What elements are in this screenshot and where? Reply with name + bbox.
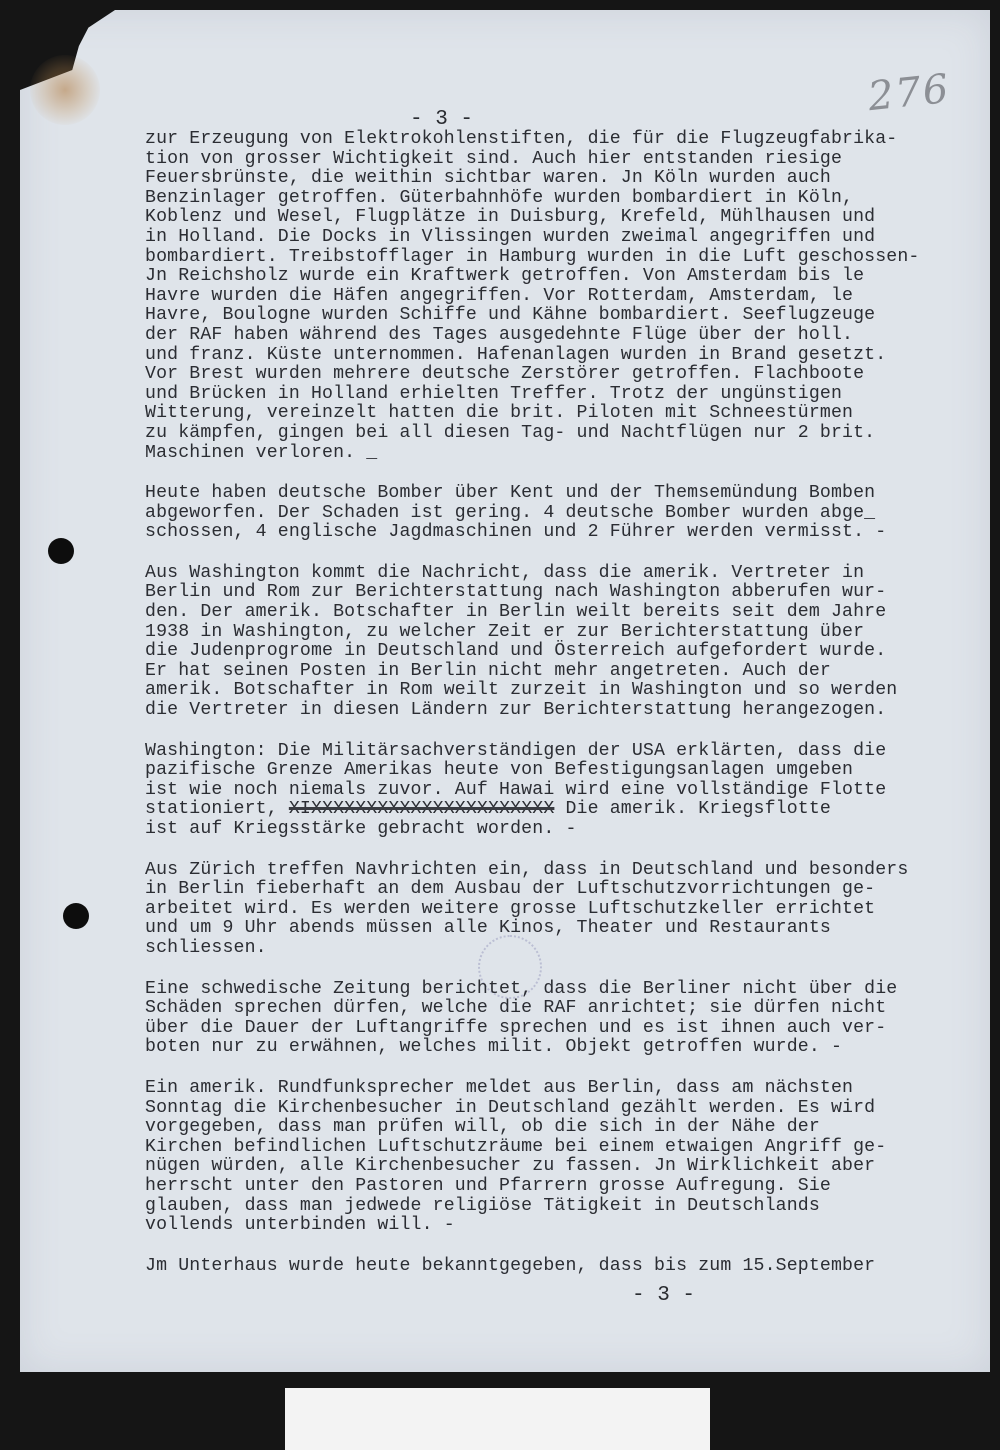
text-line: Jm Unterhaus wurde heute bekanntgegeben, dass bis zum 15.September: [145, 1255, 876, 1276]
footer-page-number: - 3 -: [632, 1284, 696, 1307]
paragraph-zurich-report: [145, 861, 975, 959]
scan-bottom-strip: [285, 1388, 710, 1450]
text-line: ist wie noch niemals zuvor. Auf Hawai wird eine vollständige Flotte: [145, 779, 887, 800]
text-line: abgeworfen. Der Schaden ist gering. 4 deutsche Bomber wurden abge_: [145, 502, 876, 523]
text-line: Er hat seinen Posten in Berlin nicht mehr angetreten. Auch der: [145, 660, 831, 681]
paragraph-house-of-commons: [145, 1257, 975, 1277]
text-line: tion von grosser Wichtigkeit sind. Auch hier entstanden riesige: [145, 148, 843, 169]
paragraph-pacific-defense: [145, 742, 975, 840]
text-line: Maschinen verloren. _: [145, 442, 378, 463]
text-line: die Judenprogrome in Deutschland und Österreich aufgefordert wurde.: [145, 641, 887, 662]
text-line: schliessen.: [145, 937, 267, 958]
text-line: bombardiert. Treibstofflager in Hamburg wurden in die Luft geschossen-: [145, 246, 920, 267]
text-line: vorgegeben, dass man prüfen will, ob die sich in der Nähe der: [145, 1117, 820, 1138]
text-line: in Holland. Die Docks in Vlissingen wurden zweimal angegriffen und: [145, 226, 876, 247]
text-line: und Brücken in Holland erhielten Treffer. Trotz der ungünstigen: [145, 383, 843, 404]
text-line: Schäden sprechen dürfen, welche die RAF anrichtet; sie dürfen nicht: [145, 998, 887, 1019]
text-line: Feuersbrünste, die weithin sichtbar waren. Jn Köln wurden auch: [145, 168, 831, 189]
text-line: Heute haben deutsche Bomber über Kent und der Themsemündung Bomben: [145, 483, 876, 504]
rust-stain: [30, 55, 100, 125]
paragraph-church-census: [145, 1079, 975, 1236]
text-line: Washington: Die Militärsachverständigen der USA erklärten, dass die: [145, 740, 887, 761]
text-line: die Vertreter in diesen Ländern zur Berichterstattung herangezogen.: [145, 700, 887, 721]
text-line: herrscht unter den Pastoren und Pfarrern grosse Aufregung. Sie: [145, 1175, 831, 1196]
handwritten-folio-number: 276: [865, 65, 953, 121]
paragraph-kent-bombers: [145, 484, 975, 543]
punch-hole-bottom: [63, 903, 89, 929]
text-line: Ein amerik. Rundfunksprecher meldet aus Berlin, dass am nächsten: [145, 1077, 854, 1098]
document-body: [145, 130, 975, 1296]
text-line: vollends unterbinden will. -: [145, 1215, 455, 1236]
text-line: in Berlin fieberhaft an dem Ausbau der Luftschutzvorrichtungen ge-: [145, 879, 876, 900]
text-line: schossen, 4 englische Jagdmaschinen und 2 Führer werden vermisst. -: [145, 522, 887, 543]
paragraph-swedish-newspaper: [145, 980, 975, 1058]
text-segment: stationiert,: [145, 799, 289, 820]
text-line: nügen würden, alle Kirchenbesucher zu fassen. Jn Wirklichkeit aber: [145, 1156, 876, 1177]
text-line: zur Erzeugung von Elektrokohlenstiften, die für die Flugzeugfabrika-: [145, 129, 898, 149]
text-line: glauben, dass man jedwede religiöse Tätigkeit in Deutschlands: [145, 1195, 820, 1216]
text-line: Sonntag die Kirchenbesucher in Deutschland gezählt werden. Es wird: [145, 1097, 876, 1118]
text-line: und um 9 Uhr abends müssen alle Kinos, Theater und Restaurants: [145, 918, 831, 939]
text-line: amerik. Botschafter in Rom weilt zurzeit in Washington und so werden: [145, 680, 898, 701]
header-page-number: - 3 -: [410, 108, 474, 131]
text-line: Koblenz und Wesel, Flugplätze in Duisburg, Krefeld, Mühlhausen und: [145, 207, 876, 228]
text-line: Jn Reichsholz wurde ein Kraftwerk getroffen. Von Amsterdam bis le: [145, 266, 865, 287]
text-line: Aus Washington kommt die Nachricht, dass die amerik. Vertreter in: [145, 562, 865, 583]
text-line: zu kämpfen, gingen bei all diesen Tag- und Nachtflügen nur 2 brit.: [145, 422, 876, 443]
text-line: Vor Brest wurden mehrere deutsche Zerstörer getroffen. Flachboote: [145, 364, 865, 385]
text-line: boten nur zu erwähnen, welches milit. Objekt getroffen wurde. -: [145, 1037, 843, 1058]
text-line: den. Der amerik. Botschafter in Berlin weilt bereits seit dem Jahre: [145, 602, 887, 623]
struck-out-text: XIXXXXXXXXXXXXXXXXXXXXXX: [288, 799, 555, 820]
text-line-with-strikeout: [145, 800, 975, 820]
text-line: arbeitet wird. Es werden weitere grosse Luftschutzkeller errichtet: [145, 898, 876, 919]
text-line: Havre wurden die Häfen angegriffen. Vor Rotterdam, Amsterdam, le: [145, 285, 854, 306]
paragraph-raf-attacks: [145, 130, 975, 463]
paragraph-washington-recall: [145, 564, 975, 721]
text-line: Aus Zürich treffen Navhrichten ein, dass in Deutschland und besonders: [145, 859, 909, 880]
text-line: und franz. Küste unternommen. Hafenanlagen wurden in Brand gesetzt.: [145, 344, 887, 365]
text-line: Eine schwedische Zeitung berichtet, dass die Berliner nicht über die: [145, 978, 898, 999]
text-line: Berlin und Rom zur Berichterstattung nach Washington abberufen wur-: [145, 582, 887, 603]
text-line: Benzinlager getroffen. Güterbahnhöfe wurden bombardiert in Köln,: [145, 187, 854, 208]
text-line: Havre, Boulogne wurden Schiffe und Kähne bombardiert. Seeflugzeuge: [145, 305, 876, 326]
text-line: pazifische Grenze Amerikas heute von Befestigungsanlagen umgeben: [145, 760, 854, 781]
text-line: Witterung, vereinzelt hatten die brit. Piloten mit Schneestürmen: [145, 403, 854, 424]
punch-hole-top: [48, 538, 74, 564]
text-segment: Die amerik. Kriegsflotte: [554, 799, 831, 820]
text-line: ist auf Kriegsstärke gebracht worden. -: [145, 819, 577, 839]
text-line: der RAF haben während des Tages ausgedehnte Flüge über der holl.: [145, 324, 854, 345]
text-line: über die Dauer der Luftangriffe sprechen und es ist ihnen auch ver-: [145, 1017, 887, 1038]
text-line: Kirchen befindlichen Luftschutzräume bei einem etwaigen Angriff ge-: [145, 1136, 887, 1157]
text-line: 1938 in Washington, zu welcher Zeit er zur Berichterstattung über: [145, 621, 865, 642]
